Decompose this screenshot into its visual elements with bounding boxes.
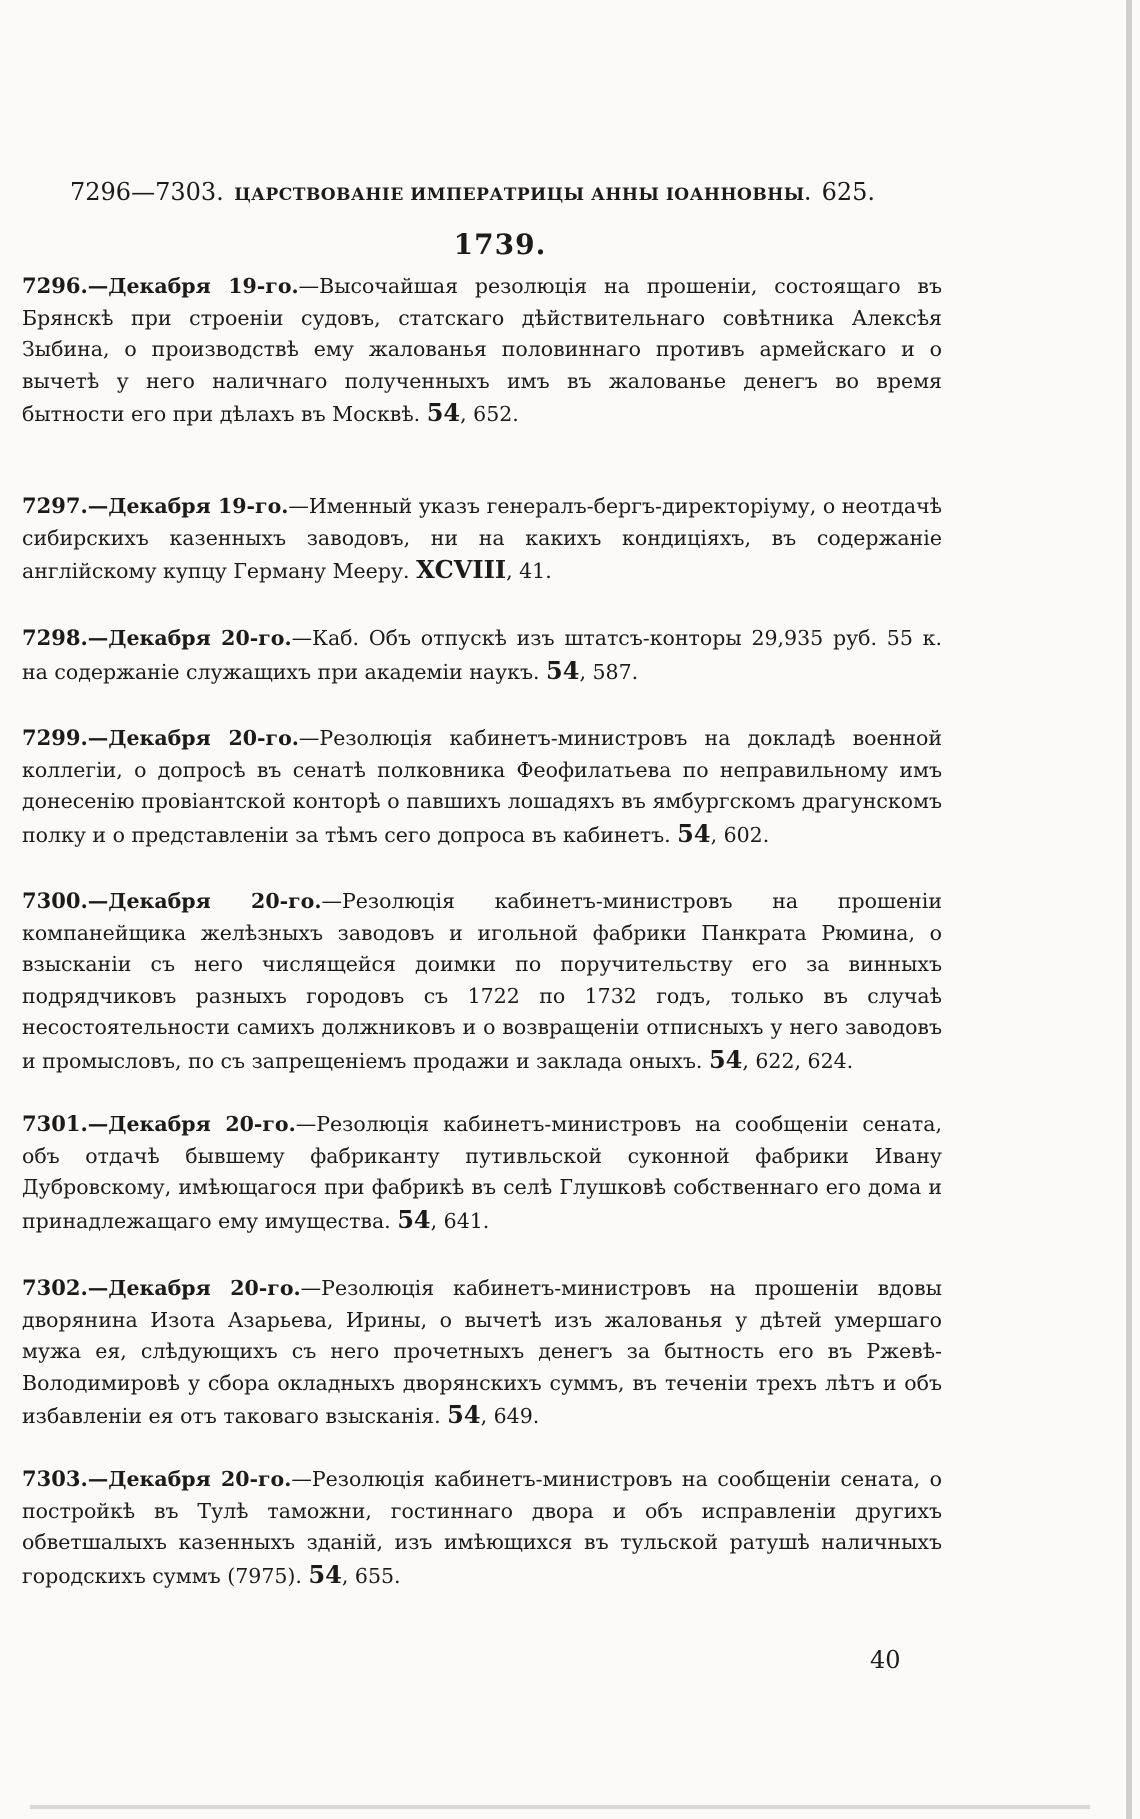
entry-text: —Резолюція кабинетъ-министровъ на докладѣ военной коллегіи, о допросѣ въ сенатѣ полковника Феофилатьева по неправильному имъ донесенію провіантской конторѣ о павшихъ лошадяхъ въ ямбургскомъ драгунскомъ полку и о представленіи за тѣмъ сего допроса въ кабинетъ. [22, 726, 942, 847]
entry-date: —Декабря 20-го. [87, 626, 292, 650]
entry-text: —Высочайшая резолюція на прошеніи, состоящаго въ Брянскѣ при строеніи судовъ, статскаго дѣйствительнаго совѣтника Алексѣя Зыбина, о производствѣ ему жалованья половиннаго противъ армейскаго и о вычетѣ у него наличнаго полученныхъ имъ въ жалованье денегъ во время бытности его при дѣлахъ въ Москвѣ. [22, 274, 942, 426]
entry-ref-page: , 587. [579, 659, 639, 684]
entry-number: 7299. [22, 725, 88, 750]
entry-text: —Именный указъ генералъ-бергъ-директоріуму, о неотдачѣ сибирскихъ казенныхъ заводовъ, ни на какихъ кондиціяхъ, въ содержаніе англійскому купцу Герману Мееру. [22, 494, 942, 583]
entry-date: —Декабря 20-го. [87, 1467, 292, 1491]
entry-number: 7303. [22, 1466, 88, 1491]
entry-ref-page: , 622, 624. [742, 1048, 854, 1073]
entry-number: 7301. [22, 1111, 88, 1136]
entry-text: —Каб. Объ отпускѣ изъ штатсъ-конторы 29,935 руб. 55 к. на содержаніе служащихъ при академіи наукъ. [22, 626, 942, 684]
entry-ref-volume: 54 [546, 655, 580, 685]
entry-number: 7297. [22, 493, 88, 518]
entry-7299 [22, 722, 942, 851]
entry-7302 [22, 1272, 942, 1433]
entry-number: 7298. [22, 625, 88, 650]
entry-7300 [22, 885, 942, 1077]
entry-date: —Декабря 20-го. [87, 1112, 296, 1136]
entry-ref-page: , 41. [506, 559, 552, 583]
page-edge-shadow [1126, 0, 1132, 1819]
entry-ref-volume: ХСVIII [416, 555, 507, 584]
entry-text: —Резолюція кабинетъ-министровъ на прошеніи компанейщика желѣзныхъ заводовъ и игольной фабрики Панкрата Рюмина, о взысканіи съ него числящейся доимки по поручительству его за винныхъ подрядчиковъ разныхъ городовъ съ 1722 по 1732 годъ, только въ случаѣ несостоятельности самихъ должниковъ и о возвращеніи отписныхъ у него заводовъ и промысловъ, по съ запрещеніемъ продажи и заклада оныхъ. [22, 889, 942, 1073]
entry-ref-volume: 54 [708, 1044, 743, 1074]
entry-ref-volume: 54 [397, 1204, 431, 1234]
entry-ref-volume: 54 [308, 1559, 342, 1589]
entry-ref-page: , 641. [430, 1208, 490, 1233]
entry-ref-volume: 54 [426, 398, 461, 427]
entry-date: —Декабря 19-го. [87, 494, 289, 518]
header-title: ЦАРСТВОВАНІЕ ИМПЕРАТРИЦЫ АННЫ ІОАННОВНЫ. [234, 185, 812, 205]
entry-date: —Декабря 20-го. [87, 726, 299, 750]
entry-ref-page: , 652. [460, 402, 519, 426]
entry-ref-page: , 649. [480, 1404, 540, 1428]
entry-7303 [22, 1463, 942, 1592]
entry-date: —Декабря 20-го. [87, 1276, 301, 1300]
year-heading: 1739. [453, 228, 547, 261]
entry-number: 7300. [22, 888, 88, 913]
running-header [70, 178, 875, 206]
entry-date: —Декабря 19-го. [87, 274, 299, 298]
entry-text: —Резолюція кабинетъ-министровъ на сообщеніи сената, объ отдачѣ бывшему фабриканту путивльской суконной фабрики Ивану Дубровскому, имѣющагося при фабрикѣ въ селѣ Глушковѣ собственнаго его дома и принадлежащаго ему имущества. [22, 1112, 942, 1233]
entry-7297 [22, 490, 942, 588]
entry-ref-page: , 602. [710, 822, 770, 847]
header-page-number: 625. [821, 178, 875, 206]
entry-7296 [22, 270, 942, 431]
sheet-number: 40 [870, 1646, 901, 1674]
entry-7301 [22, 1108, 942, 1237]
entry-7298 [22, 622, 942, 688]
entry-ref-volume: 54 [677, 818, 711, 848]
entry-number: 7296. [22, 273, 88, 298]
entry-date: —Декабря 20-го. [87, 889, 322, 913]
entry-ref-volume: 54 [447, 1400, 481, 1429]
entry-text: —Резолюція кабинетъ-министровъ на сообщеніи сената, о постройкѣ въ Тулѣ таможни, гостиннаго двора и объ исправленіи другихъ обветшалыхъ казенныхъ зданій, изъ имѣющихся въ тульской ратушѣ наличныхъ городскихъ суммъ (7975). [22, 1467, 942, 1588]
entry-text: —Резолюція кабинетъ-министровъ на прошеніи вдовы дворянина Изота Азарьева, Ирины, о вычетѣ изъ жалованья у дѣтей умершаго мужа ея, слѣдующихъ съ него прочетныхъ денегъ за бытность его въ Ржевѣ-Володимировѣ у сбора окладныхъ дворянскихъ суммъ, въ теченіи трехъ лѣтъ и объ избавленіи ея отъ таковаго взысканія. [22, 1276, 942, 1428]
entry-ref-page: , 655. [341, 1563, 401, 1588]
page-bottom-edge [30, 1805, 1090, 1809]
header-range: 7296—7303. [70, 178, 224, 206]
entry-number: 7302. [22, 1275, 88, 1300]
